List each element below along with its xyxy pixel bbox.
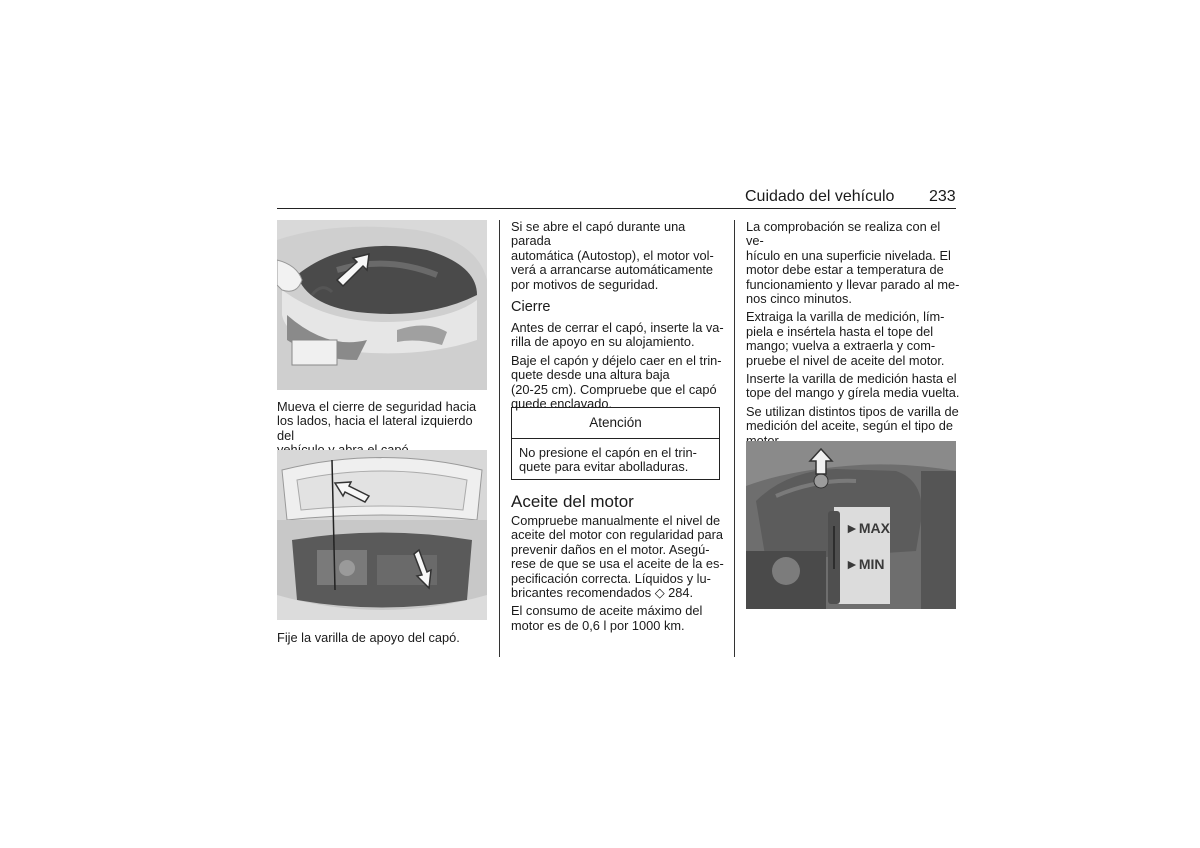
text-line: medición del aceite, según el tipo de xyxy=(746,418,954,434)
text-line: Si se abre el capó durante una parada xyxy=(511,219,686,249)
text-line: Inserte la varilla de medición hasta el xyxy=(746,371,957,387)
text-line: quete desde una altura baja xyxy=(511,367,670,383)
paragraph-close-prop xyxy=(511,321,726,350)
text-line: mango; vuelva a extraerla y com- xyxy=(746,338,936,354)
text-line: motor debe estar a temperatura de xyxy=(746,262,944,278)
notice-body xyxy=(512,439,719,475)
column-2-text xyxy=(511,220,726,415)
paragraph-oil-consumption xyxy=(511,604,726,633)
column-2-oil-section xyxy=(511,484,726,637)
text-line: El consumo de aceite máximo del xyxy=(511,603,703,619)
notice-title: Atención xyxy=(512,408,719,439)
paragraph-insert-dipstick xyxy=(746,372,961,401)
text-line: Se utilizan distintos tipos de varilla de xyxy=(746,403,959,419)
text-line: Baje el capón y déjelo caer en el trin- xyxy=(511,352,722,368)
dipstick-max-label: ►MAX xyxy=(845,520,890,536)
text-line: quete para evitar abolladuras. xyxy=(519,459,689,475)
text-line: Compruebe manualmente el nivel de xyxy=(511,513,721,528)
text-line: aceite del motor con regularidad para xyxy=(511,527,723,543)
text-line: (20-25 cm). Compruebe que el capó xyxy=(511,381,717,397)
text-line: funcionamiento y llevar parado al me- xyxy=(746,276,960,292)
paragraph-lower-hood xyxy=(511,354,726,412)
paragraph-check-conditions xyxy=(746,220,961,306)
text-line: rese de que se usa el aceite de la es- xyxy=(511,556,724,572)
oil-dipstick-illustration xyxy=(746,441,956,609)
text-line: hículo en una superficie nivelada. El xyxy=(746,247,951,263)
column-3-text xyxy=(746,220,961,452)
text-line: No presione el capón en el trin- xyxy=(519,445,697,460)
column-divider-1 xyxy=(499,220,500,657)
text-line: prevenir daños en el motor. Asegú- xyxy=(511,541,710,557)
text-line: piela e insértela hasta el tope del xyxy=(746,323,934,339)
caption-hood-prop: Fije la varilla de apoyo del capó. xyxy=(277,630,460,645)
text-line: bricantes recomendados ◇ 284. xyxy=(511,585,693,601)
dipstick-min-label: ►MIN xyxy=(845,556,885,572)
text-line: La comprobación se realiza con el ve- xyxy=(746,219,941,249)
paragraph-autostop xyxy=(511,220,726,292)
section-title: Cuidado del vehículo xyxy=(745,188,895,205)
text-line: quede enclavado. xyxy=(511,396,613,412)
heading-aceite-del-motor: Aceite del motor xyxy=(511,492,634,511)
paragraph-remove-dipstick xyxy=(746,310,961,368)
header-rule xyxy=(277,208,956,209)
text-line: rilla de apoyo en su alojamiento. xyxy=(511,334,695,350)
text-line: tope del mango y gírela media vuelta. xyxy=(746,385,960,401)
caption-line: Mueva el cierre de seguridad hacia xyxy=(277,399,477,414)
caption-hood-release xyxy=(277,400,492,458)
text-line: pruebe el nivel de aceite del motor. xyxy=(746,352,945,368)
paragraph-oil-check xyxy=(511,514,726,600)
text-line: pecificación correcta. Líquidos y lu- xyxy=(511,570,711,586)
hood-prop-illustration xyxy=(277,450,487,620)
caption-line: los lados, hacia el lateral izquierdo del xyxy=(277,413,473,443)
text-line: automática (Autostop), el motor vol- xyxy=(511,247,714,263)
page-number: 233 xyxy=(929,188,956,205)
text-line: nos cinco minutos. xyxy=(746,291,852,307)
text-line: motor es de 0,6 l por 1000 km. xyxy=(511,617,685,633)
text-line: Extraiga la varilla de medición, lím- xyxy=(746,309,945,325)
attention-notice xyxy=(511,407,720,480)
column-divider-2 xyxy=(734,220,735,657)
text-line: Antes de cerrar el capó, inserte la va- xyxy=(511,320,724,336)
hood-release-illustration xyxy=(277,220,487,390)
text-line: por motivos de seguridad. xyxy=(511,276,659,292)
text-line: verá a arrancarse automáticamente xyxy=(511,262,714,278)
heading-cierre: Cierre xyxy=(511,299,551,316)
